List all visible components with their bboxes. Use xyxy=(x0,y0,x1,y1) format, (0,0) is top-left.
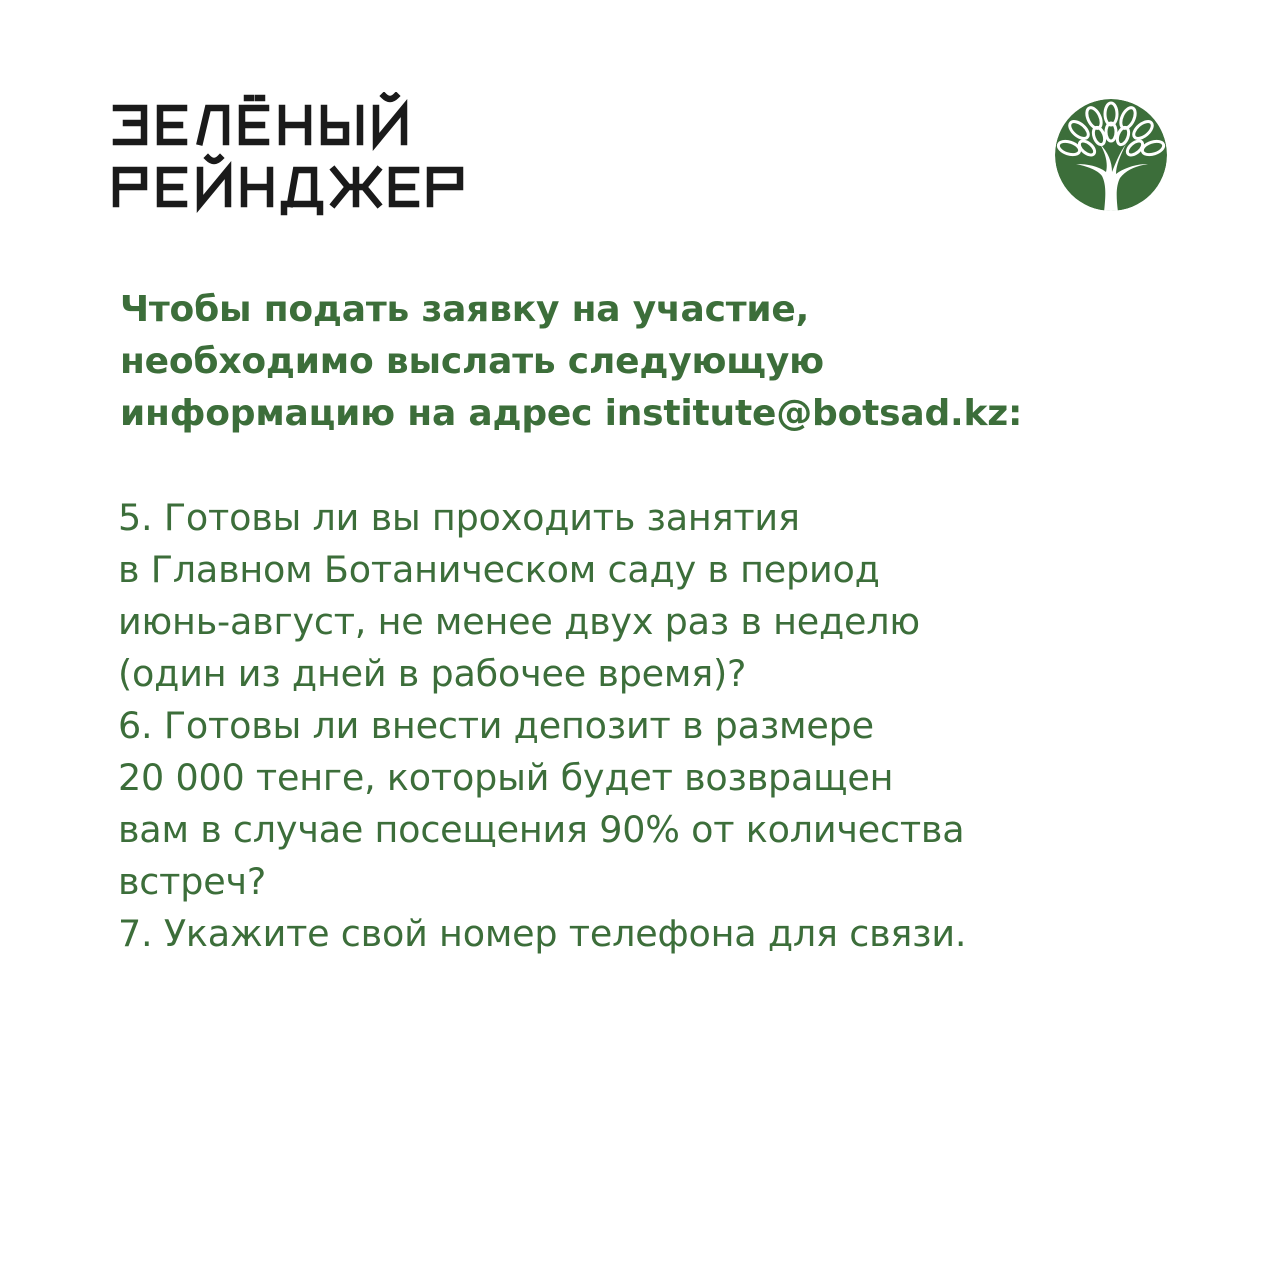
question-line: встреч? xyxy=(118,860,267,903)
question-line: 20 000 тенге, который будет возвращен xyxy=(118,756,894,799)
question-line: 6. Готовы ли внести депозит в размере xyxy=(118,704,874,747)
intro-line: информацию на адрес institute@botsad.kz: xyxy=(120,393,1023,434)
question-line: вам в случае посещения 90% от количества xyxy=(118,808,965,851)
question-line: июнь-август, не менее двух раз в неделю xyxy=(118,600,920,643)
tree-circle-icon xyxy=(1054,98,1168,212)
intro-line: Чтобы подать заявку на участие, xyxy=(120,289,810,330)
question-line: (один из дней в рабочее время)? xyxy=(118,652,747,695)
question-line: 7. Укажите свой номер телефона для связи. xyxy=(118,912,967,955)
question-line: в Главном Ботаническом саду в период xyxy=(118,548,880,591)
question-line: 5. Готовы ли вы проходить занятия xyxy=(118,496,800,539)
intro-text xyxy=(120,284,1022,440)
brand-logo-wordmark xyxy=(110,92,480,222)
questions-list xyxy=(118,492,966,960)
intro-line: необходимо выслать следующую xyxy=(120,341,824,382)
